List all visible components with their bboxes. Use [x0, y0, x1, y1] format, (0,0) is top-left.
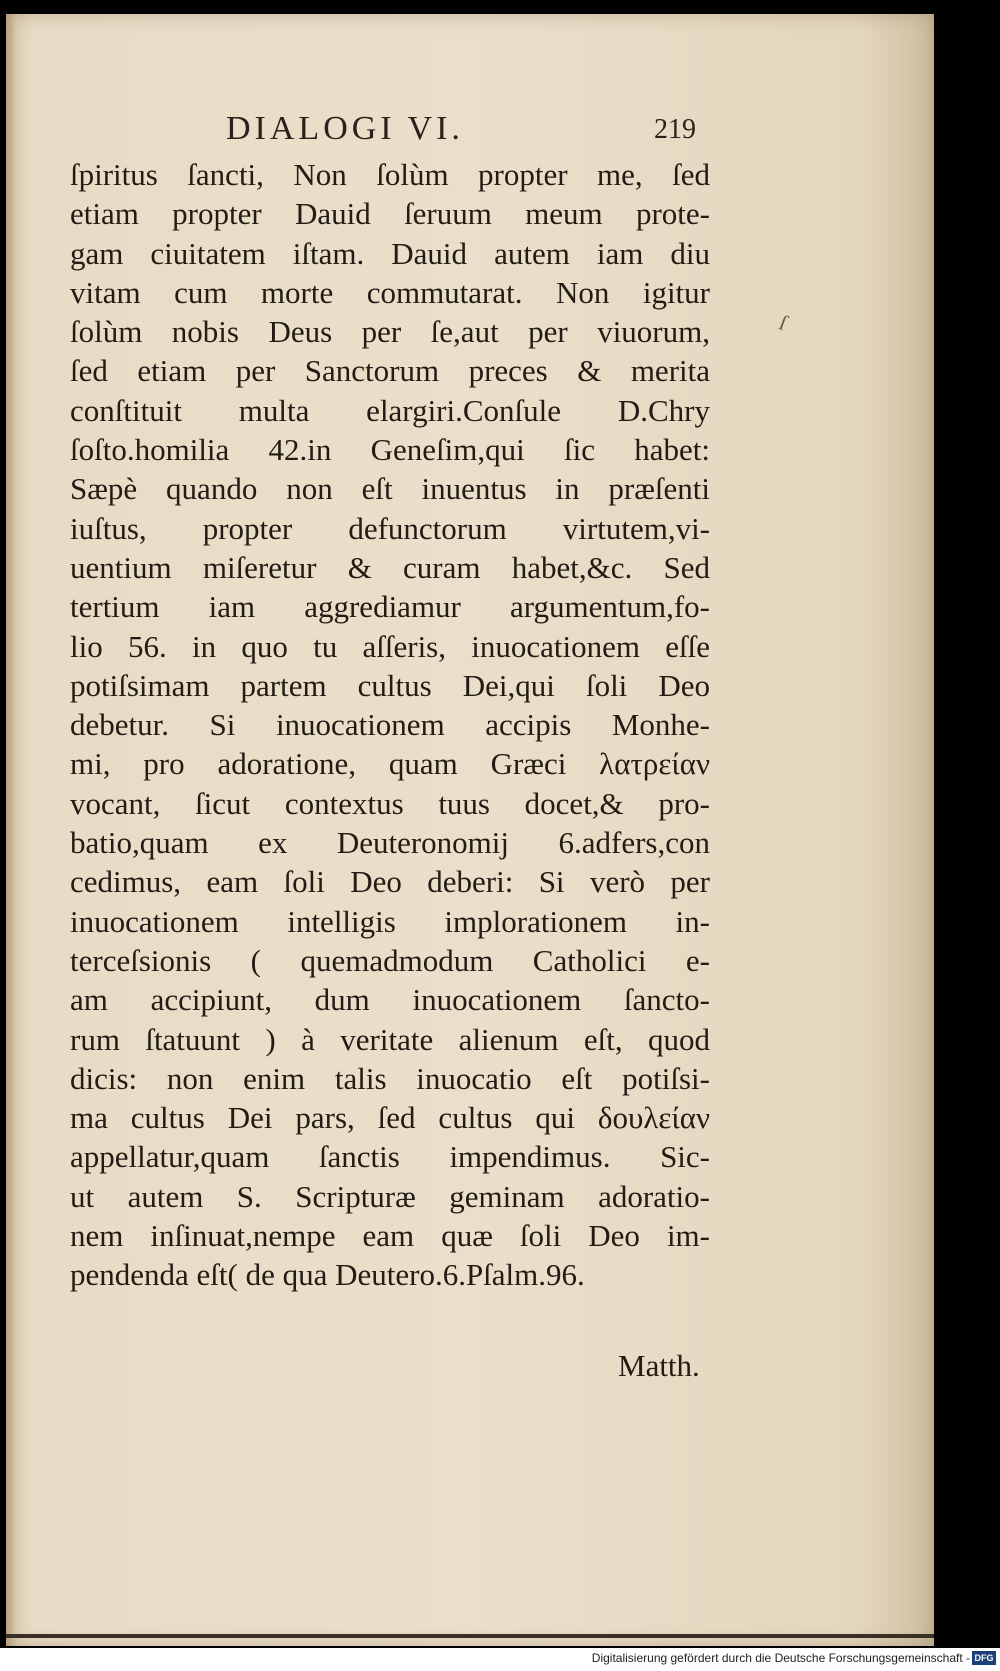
- text-line: debetur. Si inuocationem accipis Monhe-: [70, 707, 710, 743]
- text-line: vitam cum morte commutarat. Non igitur: [70, 274, 710, 310]
- text-line: pendenda eſt( de qua Deutero.6.Pſalm.96.: [70, 1257, 585, 1293]
- text-line: inuocationem intelligis implorationem in-: [70, 903, 710, 939]
- text-line: Sæpè quando non eſt inuentus in præſenti: [70, 471, 710, 507]
- text-line: vocant, ſicut contextus tuus docet,& pro-: [70, 785, 710, 821]
- catchword: Matth.: [618, 1348, 700, 1383]
- page-number: 219: [654, 114, 696, 145]
- page-bottom-edge: [6, 1634, 934, 1638]
- text-line: am accipiunt, dum inuocationem ſancto-: [70, 982, 710, 1018]
- text-line: dicis: non enim talis inuocatio eſt potiſsi-: [70, 1060, 710, 1096]
- text-line: ſed etiam per Sanctorum preces & merita: [70, 353, 710, 389]
- text-line: lio 56. in quo tu aſſeris, inuocationem eſſe: [70, 628, 710, 664]
- book-page: [6, 14, 934, 1646]
- text-line: potiſsimam partem cultus Dei,qui ſoli Deo: [70, 667, 710, 703]
- text-line: rum ſtatuunt ) à veritate alienum eſt, quod: [70, 1021, 710, 1057]
- text-line: ſoſto.homilia 42.in Geneſim,qui ſic habet:: [70, 432, 710, 468]
- dfg-logo-icon: DFG: [972, 1651, 996, 1665]
- text-line: gam ciuitatem iſtam. Dauid autem iam diu: [70, 235, 710, 271]
- text-line: ſolùm nobis Deus per ſe,aut per viuorum,: [70, 314, 710, 350]
- text-line: mi, pro adoratione, quam Græci λατρείαν: [70, 746, 710, 782]
- page-gutter-shadow: [6, 14, 16, 1646]
- text-line: appellatur,quam ſanctis impendimus. Sic-: [70, 1139, 710, 1175]
- text-line: ma cultus Dei pars, ſed cultus qui δουλείαν: [70, 1100, 710, 1136]
- digitization-footer: [0, 1648, 1000, 1671]
- text-line: terceſsionis ( quemadmodum Catholici e-: [70, 942, 710, 978]
- text-line: uentium miſeretur & curam habet,&c. Sed: [70, 549, 710, 585]
- text-line: batio,quam ex Deuteronomij 6.adfers,con: [70, 825, 710, 861]
- body-text: [70, 155, 710, 1295]
- text-line: conſtituit multa elargiri.Conſule D.Chry: [70, 392, 710, 428]
- text-line: tertium iam aggrediamur argumentum,fo-: [70, 589, 710, 625]
- text-line: cedimus, eam ſoli Deo deberi: Si verò per: [70, 864, 710, 900]
- text-line: iuſtus, propter defunctorum virtutem,vi-: [70, 510, 710, 546]
- funding-credit: Digitalisierung gefördert durch die Deutsche Forschungsgemeinschaft -: [591, 1651, 970, 1665]
- text-line: etiam propter Dauid ſeruum meum prote-: [70, 196, 710, 232]
- text-line: ut autem S. Scripturæ geminam adoratio-: [70, 1178, 710, 1214]
- text-line: nem inſinuat,nempe eam quæ ſoli Deo im-: [70, 1218, 710, 1254]
- text-line: ſpiritus ſancti, Non ſolùm propter me, ſed: [70, 157, 710, 192]
- running-head: DIALOGI VI.: [226, 110, 464, 147]
- margin-mark: ſ: [776, 309, 791, 336]
